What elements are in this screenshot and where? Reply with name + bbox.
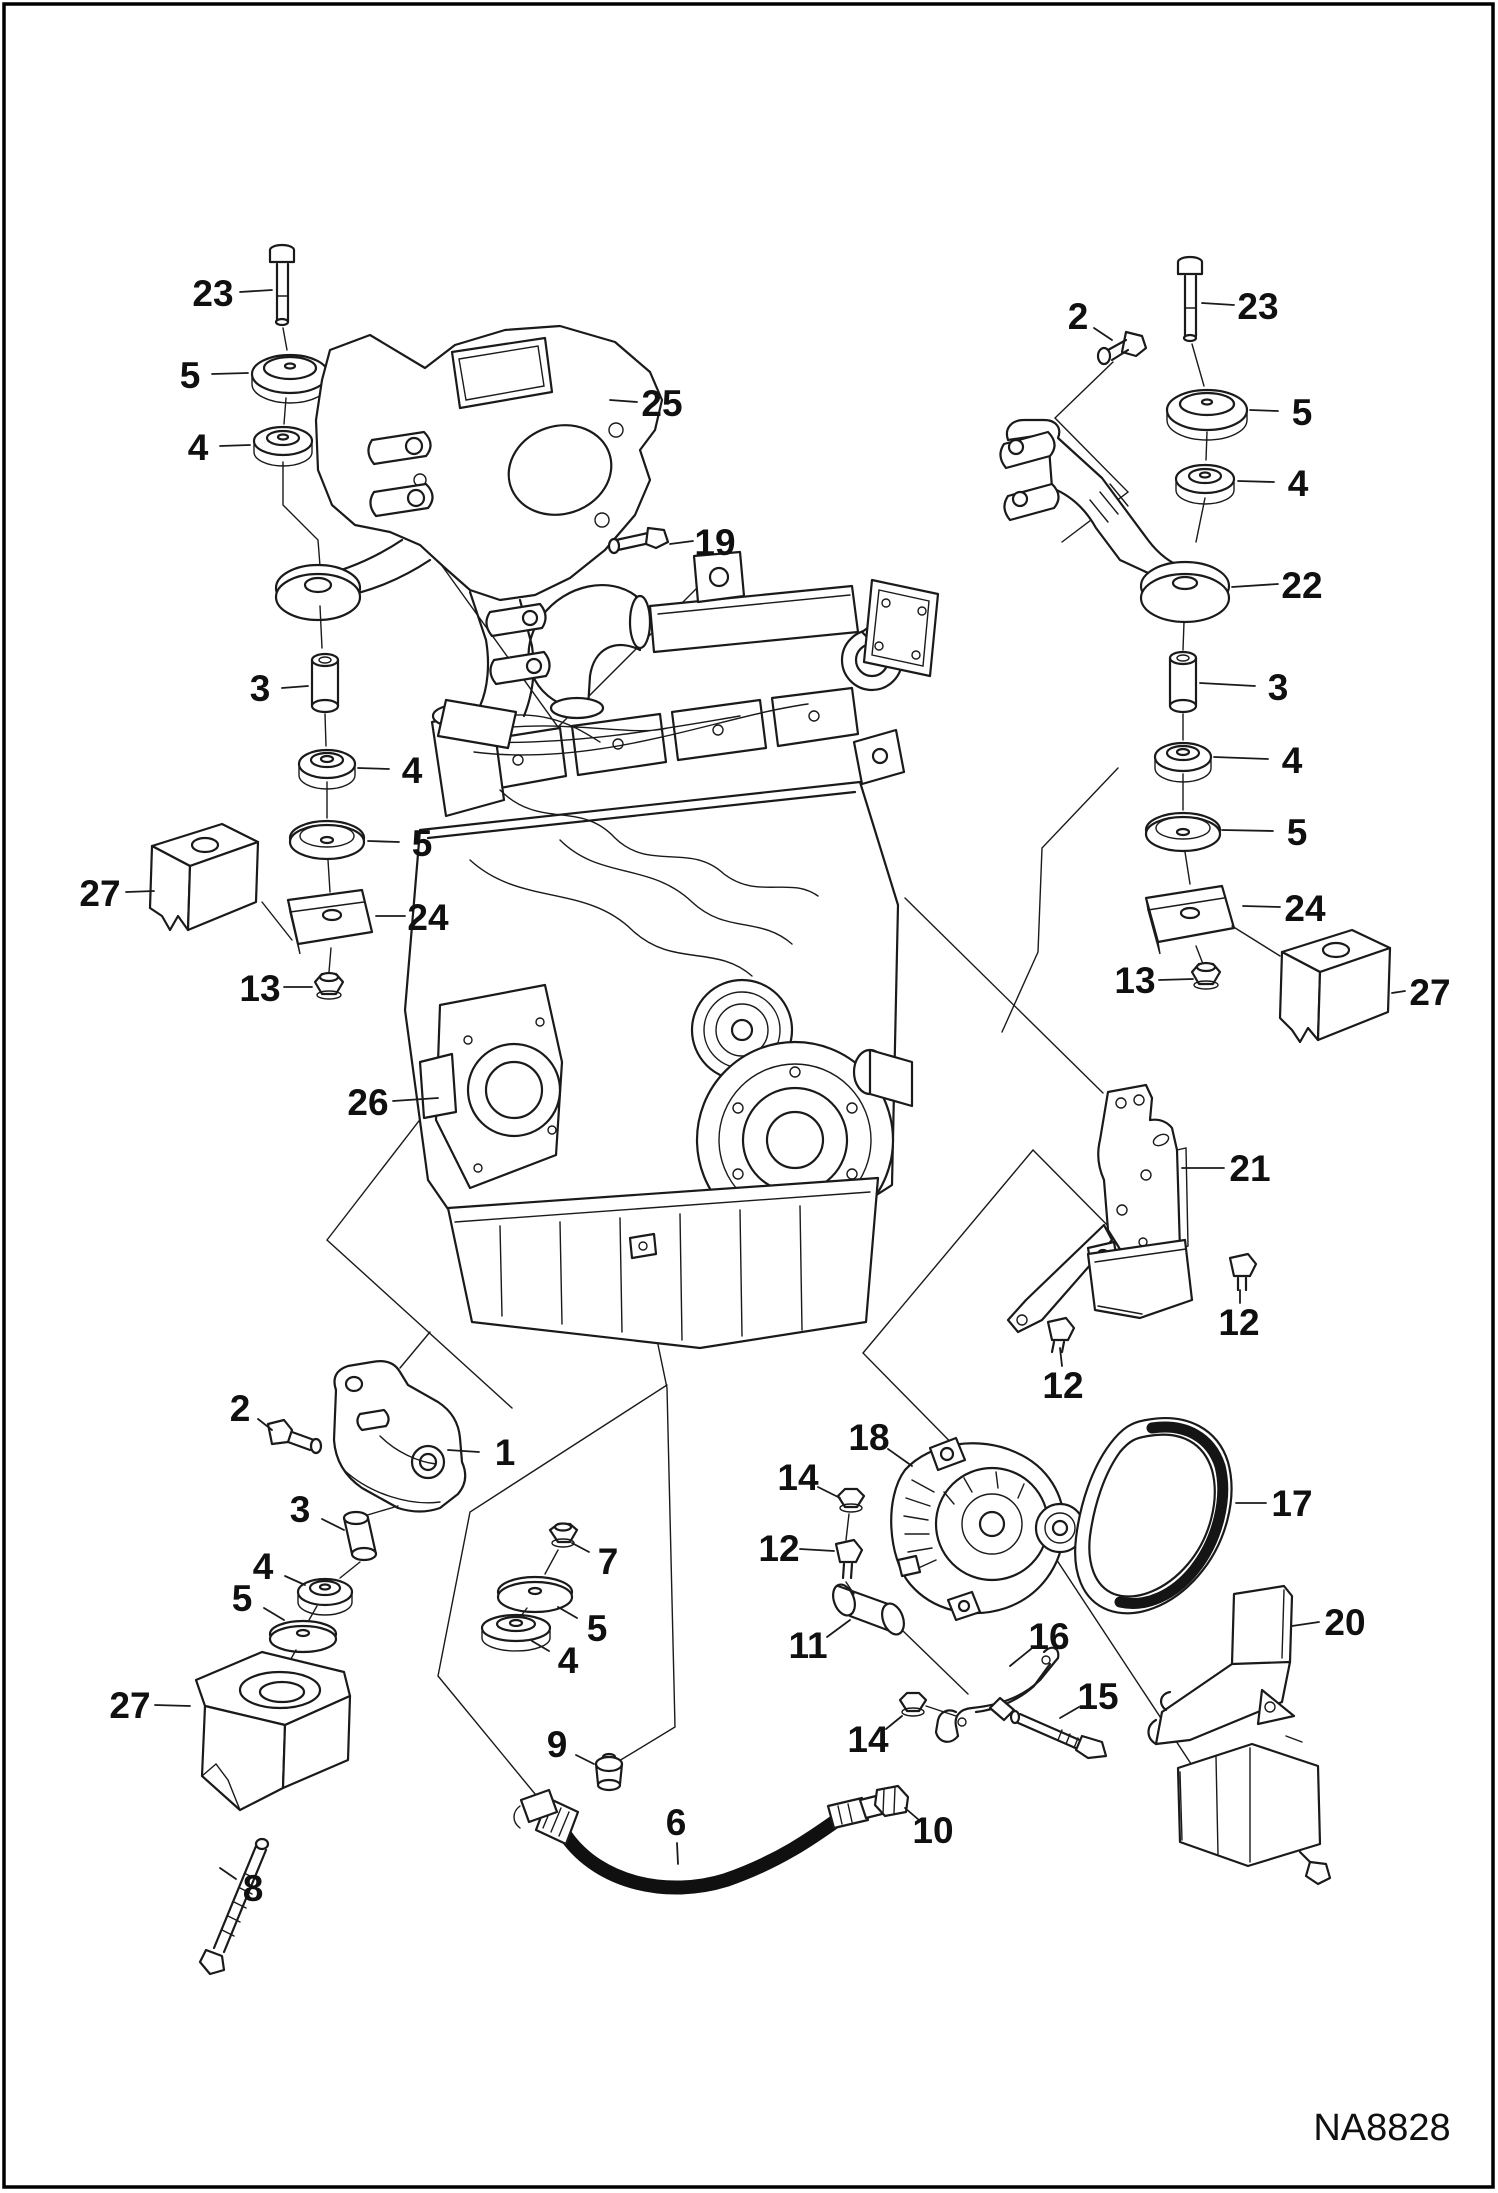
callout-11-43: 11	[788, 1625, 828, 1666]
callout-3-28: 3	[289, 1489, 311, 1530]
callout-18-40: 18	[848, 1417, 890, 1458]
callout-10-38: 10	[912, 1810, 954, 1851]
leader-line-4-2	[220, 445, 250, 446]
callout-5-34: 5	[586, 1608, 608, 1649]
callout-5-30: 5	[231, 1578, 253, 1619]
callout-1-27: 1	[494, 1432, 516, 1473]
callout-25-3: 25	[641, 383, 683, 424]
callout-15-45: 15	[1077, 1676, 1119, 1717]
callout-13-21: 13	[1114, 960, 1156, 1001]
callout-24-9: 24	[407, 897, 449, 938]
callout-14-41: 14	[777, 1457, 819, 1498]
washer-5-center	[498, 1577, 572, 1612]
callout-27-22: 27	[1409, 972, 1451, 1013]
callout-16-44: 16	[1028, 1616, 1070, 1657]
washer-5-bottom-left	[270, 1621, 336, 1652]
callout-4-15: 4	[1287, 463, 1309, 504]
callout-6-37: 6	[665, 1802, 687, 1843]
leader-line-5-1	[212, 373, 248, 374]
leader-line-6-37	[677, 1843, 678, 1864]
callout-4-29: 4	[252, 1546, 274, 1587]
callout-14-39: 14	[847, 1719, 889, 1760]
callout-5-19: 5	[1286, 812, 1308, 853]
callout-4-2: 4	[187, 427, 209, 468]
callout-5-14: 5	[1291, 392, 1313, 433]
leader-line-13-21	[1159, 979, 1193, 980]
figure-code: NA8828	[1313, 2107, 1451, 2149]
callout-13-10: 13	[239, 968, 281, 1009]
callout-23-0: 23	[192, 273, 234, 314]
leader-line-5-19	[1222, 830, 1273, 831]
callout-5-7: 5	[411, 823, 433, 864]
leader-line-4-15	[1238, 481, 1274, 482]
callout-9-36: 9	[546, 1724, 568, 1765]
callout-12-25: 12	[1042, 1365, 1084, 1406]
callout-4-18: 4	[1281, 740, 1303, 781]
callout-27-8: 27	[79, 873, 121, 914]
callout-2-12: 2	[1067, 296, 1089, 337]
callout-8-32: 8	[242, 1868, 264, 1909]
callout-12-24: 12	[1218, 1302, 1260, 1343]
leader-line-27-31	[155, 1705, 190, 1706]
callout-26-11: 26	[347, 1082, 389, 1123]
leader-line-4-6	[358, 768, 389, 769]
callout-12-42: 12	[758, 1528, 800, 1569]
callout-4-35: 4	[557, 1640, 579, 1681]
callout-27-31: 27	[109, 1685, 151, 1726]
callout-5-1: 5	[179, 355, 201, 396]
callout-22-16: 22	[1281, 565, 1323, 606]
callout-7-33: 7	[597, 1541, 619, 1582]
washer-5-left-mid	[290, 821, 364, 859]
callout-24-20: 24	[1284, 888, 1326, 929]
washer-5-right-mid	[1146, 813, 1220, 851]
callout-17-46: 17	[1271, 1483, 1313, 1524]
callout-23-13: 23	[1237, 286, 1279, 327]
callout-2-26: 2	[229, 1388, 251, 1429]
callout-19-4: 19	[694, 522, 736, 563]
leader-line-24-20	[1243, 906, 1280, 907]
callout-3-17: 3	[1267, 667, 1289, 708]
callout-21-23: 21	[1229, 1148, 1271, 1189]
callout-3-5: 3	[249, 668, 271, 709]
leader-line-5-14	[1250, 410, 1278, 411]
leader-line-5-7	[368, 841, 399, 842]
callout-4-6: 4	[401, 750, 423, 791]
cap-nut-10	[875, 1786, 908, 1816]
callout-20-47: 20	[1324, 1602, 1366, 1643]
leader-line-27-8	[126, 891, 154, 892]
